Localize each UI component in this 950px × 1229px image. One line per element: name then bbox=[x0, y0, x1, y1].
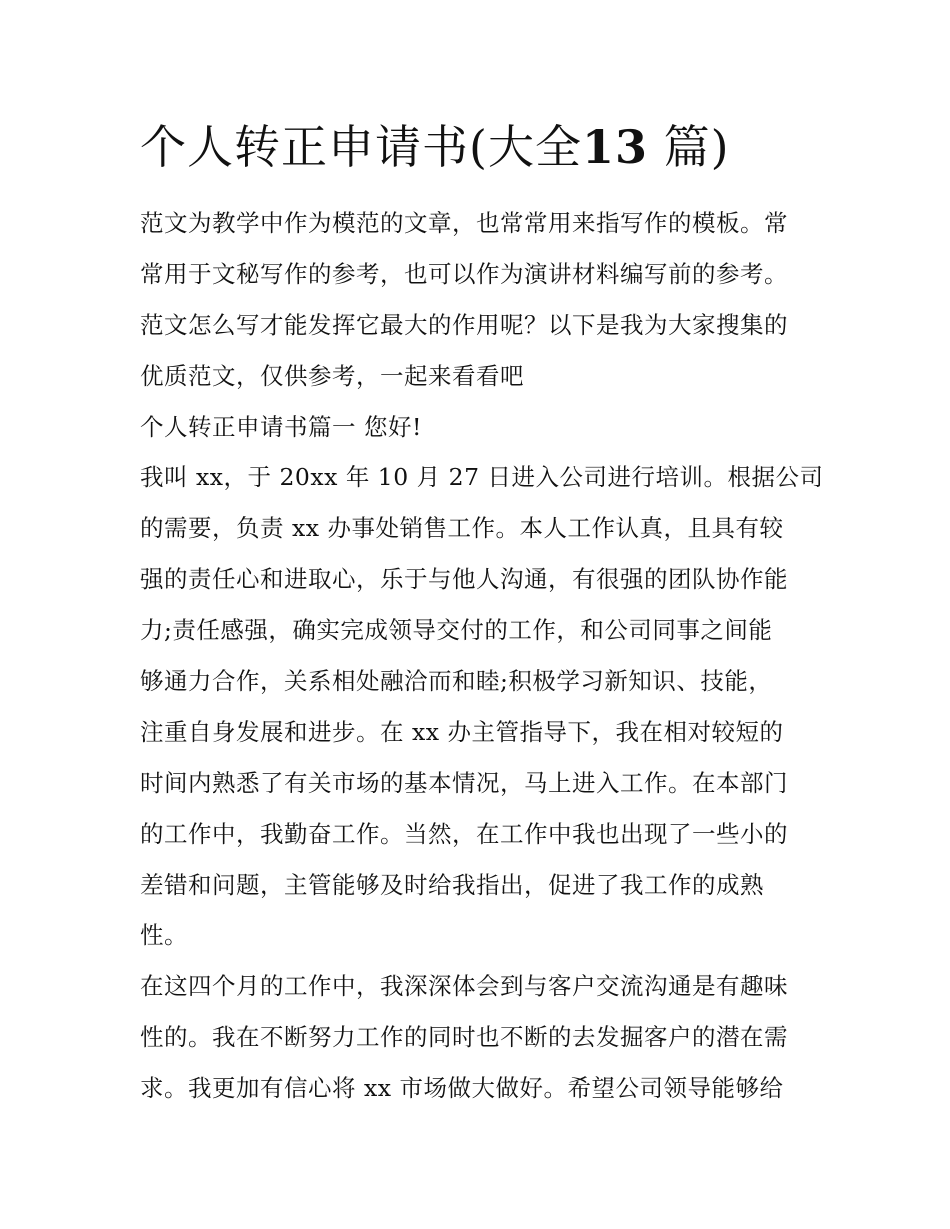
text-line: 求。我更加有信心将 xx 市场做大做好。希望公司领导能够给 bbox=[140, 1074, 784, 1103]
text-line: 力;责任感强，确实完成领导交付的工作，和公司同事之间能 bbox=[140, 616, 773, 645]
text-line: 注重自身发展和进步。在 xx 办主管指导下，我在相对较短的 bbox=[140, 717, 784, 746]
text-line: 时间内熟悉了有关市场的基本情况，马上进入工作。在本部门 bbox=[140, 768, 788, 797]
text-line: 强的责任心和进取心，乐于与他人沟通，有很强的团队协作能 bbox=[140, 565, 788, 594]
text-line: 范文为教学中作为模范的文章，也常常用来指写作的模板。常 bbox=[140, 209, 788, 237]
text-line: 我叫 xx，于 20xx 年 10 月 27 日进入公司进行培训。根据公司 bbox=[140, 463, 824, 492]
section-heading: 个人转正申请书篇一 您好! bbox=[140, 412, 422, 441]
title-tail: 篇) bbox=[663, 120, 730, 174]
text-line: 常用于文秘写作的参考，也可以作为演讲材料编写前的参考。 bbox=[140, 259, 788, 288]
text-line: 的工作中，我勤奋工作。当然，在工作中我也出现了一些小的 bbox=[140, 819, 788, 848]
text-line: 性的。我在不断努力工作的同时也不断的去发掘客户的潜在需 bbox=[140, 1023, 788, 1052]
title-count: 13 bbox=[581, 120, 648, 174]
text-line: 在这四个月的工作中，我深深体会到与客户交流沟通是有趣味 bbox=[140, 972, 788, 1001]
page-title bbox=[140, 114, 730, 180]
text-line: 的需要，负责 xx 办事处销售工作。本人工作认真，且具有较 bbox=[140, 514, 784, 543]
text-line: 范文怎么写才能发挥它最大的作用呢？以下是我为大家搜集的 bbox=[140, 310, 788, 339]
text-line: 够通力合作，关系相处融洽而和睦;积极学习新知识、技能， bbox=[140, 667, 773, 696]
title-main: 个人转正申请书(大全 bbox=[140, 120, 582, 174]
body-text bbox=[140, 198, 830, 1114]
text-line: 优质范文，仅供参考，一起来看看吧 bbox=[140, 361, 524, 390]
text-line: 差错和问题，主管能够及时给我指出，促进了我工作的成熟 bbox=[140, 870, 764, 899]
text-line: 性。 bbox=[140, 921, 188, 950]
